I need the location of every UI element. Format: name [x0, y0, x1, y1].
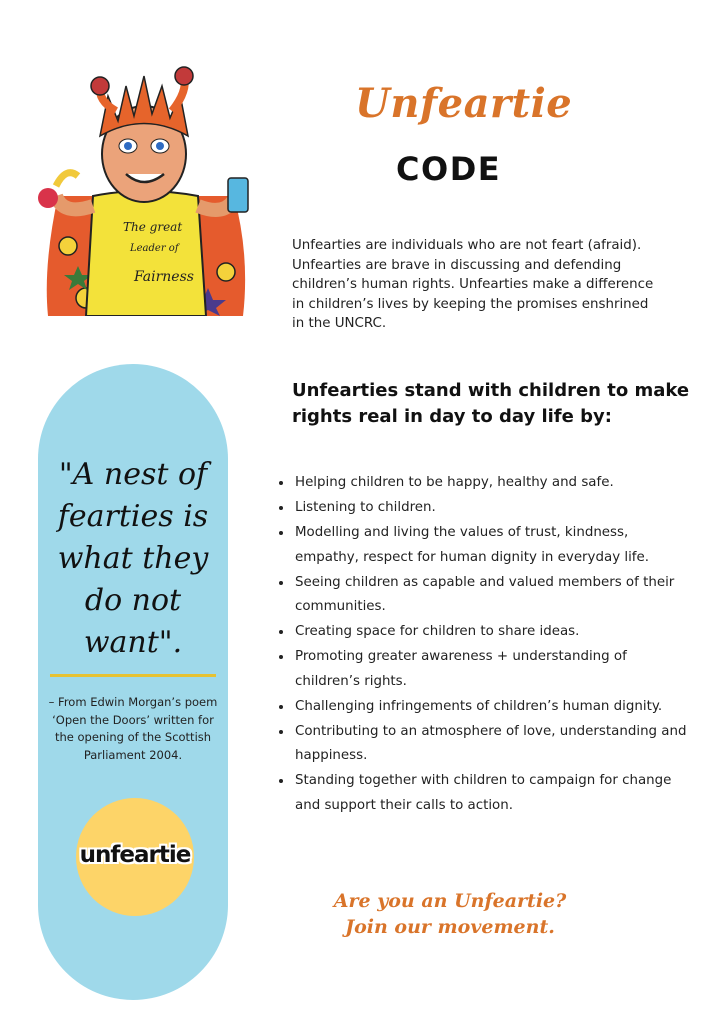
list-item: • Contributing to an atmosphere of love, understanding and happiness. — [293, 719, 693, 768]
title-script: Unfeartie — [355, 80, 573, 127]
glass-icon — [228, 178, 248, 212]
unfeartie-logo: unfeartie — [79, 842, 191, 868]
call-to-action — [300, 888, 600, 940]
unfeartie-character-illustration — [38, 66, 250, 316]
divider — [50, 674, 216, 677]
title-code: CODE — [396, 150, 502, 188]
stand-heading: Unfearties stand with children to make rights real in day to day life by: — [292, 380, 690, 427]
shirt-text: Fairness — [134, 269, 194, 285]
smiley-icon — [59, 237, 77, 255]
shirt-text: Leader of — [130, 243, 179, 254]
shirt-text: The great — [123, 220, 183, 234]
smiley-icon — [217, 263, 235, 281]
list-item: • Listening to children. — [293, 495, 693, 520]
intro-paragraph: Unfearties are individuals who are not feart (afraid). Unfearties are brave in discussing and defending children’s human rights. Unfearties make a difference in children’s lives by keeping the promises enshrined in the UNCRC. — [292, 238, 654, 331]
pupil — [124, 142, 132, 150]
quote-credit: – From Edwin Morgan’s poem ‘Open the Doors’ written for the opening of the Scottish Parliament 2004. — [48, 695, 218, 762]
left-antenna-eye-icon — [91, 77, 109, 95]
list-item: • Helping children to be happy, healthy and safe. — [293, 470, 693, 495]
list-item: • Modelling and living the values of trust, kindness, empathy, respect for human dignity in everyday life. — [293, 520, 693, 569]
list-item: • Creating space for children to share ideas. — [293, 619, 693, 644]
pupil — [156, 142, 164, 150]
apple-icon — [38, 188, 58, 208]
cta-line-2: Join our movement. — [345, 916, 555, 938]
list-item: • Standing together with children to campaign for change and support their calls to action. — [293, 768, 693, 817]
banana-icon — [56, 173, 78, 186]
list-item: • Challenging infringements of children’s human dignity. — [293, 694, 693, 719]
list-item: • Seeing children as capable and valued members of their communities. — [293, 570, 693, 619]
cta-line-1: Are you an Unfeartie? — [333, 890, 567, 912]
list-item: • Promoting greater awareness + understanding of children’s rights. — [293, 644, 693, 693]
logo-circle — [76, 798, 194, 916]
quote-text: "A nest of fearties is what they do not want". — [57, 457, 209, 660]
quote-capsule — [38, 364, 228, 1000]
right-antenna-eye-icon — [175, 67, 193, 85]
bullet-list — [277, 470, 693, 818]
